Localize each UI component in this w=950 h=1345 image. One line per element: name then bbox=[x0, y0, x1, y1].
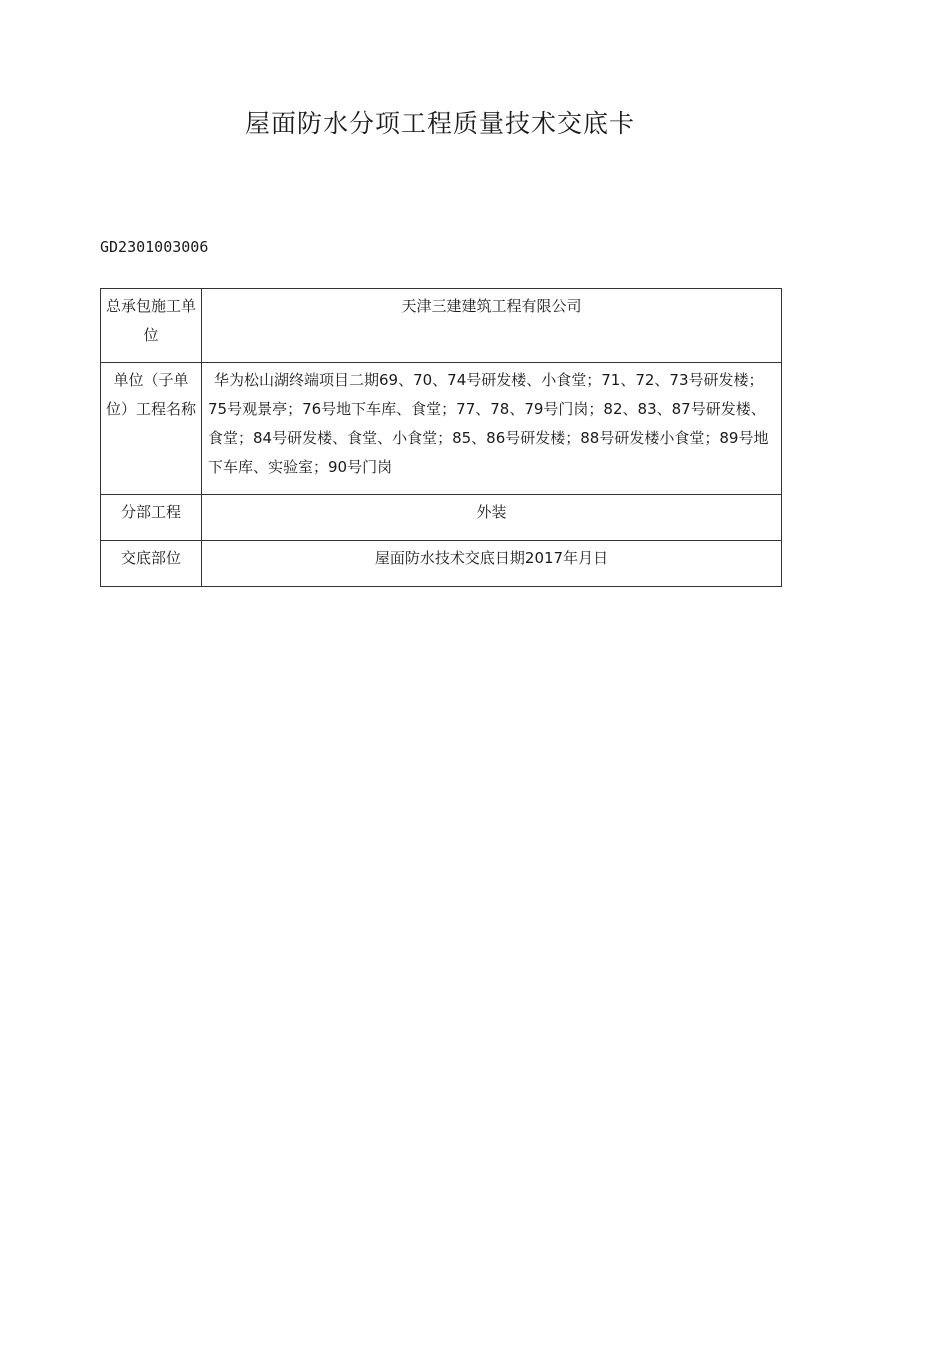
table-row-disclosure-location bbox=[101, 541, 782, 587]
info-table bbox=[100, 288, 782, 587]
table-row-sub-division bbox=[101, 495, 782, 541]
project-name-label: 单位（子单位）工程名称 bbox=[101, 363, 202, 495]
sub-division-label: 分部工程 bbox=[101, 495, 202, 541]
document-code: GD2301003006 bbox=[100, 238, 209, 256]
document-title: 屋面防水分项工程质量技术交底卡 bbox=[244, 109, 635, 138]
contractor-label: 总承包施工单位 bbox=[101, 289, 202, 363]
table-row-project-name bbox=[101, 363, 782, 495]
project-name-value: 华为松山湖终端项目二期69、70、74号研发楼、小食堂；71、72、73号研发楼；75号观景亭；76号地下车库、食堂；77、78、79号门岗；82、83、87号研发楼、食堂；84号研发楼、食堂、小食堂；85、86号研发楼；88号研发楼小食堂；89号地下车库、实验室；90号门岗 bbox=[202, 363, 782, 495]
sub-division-value: 外装 bbox=[202, 495, 782, 541]
table-row-contractor bbox=[101, 289, 782, 363]
disclosure-location-label: 交底部位 bbox=[101, 541, 202, 587]
contractor-value: 天津三建建筑工程有限公司 bbox=[202, 289, 782, 363]
disclosure-location-value: 屋面防水技术交底日期2017年月日 bbox=[202, 541, 782, 587]
